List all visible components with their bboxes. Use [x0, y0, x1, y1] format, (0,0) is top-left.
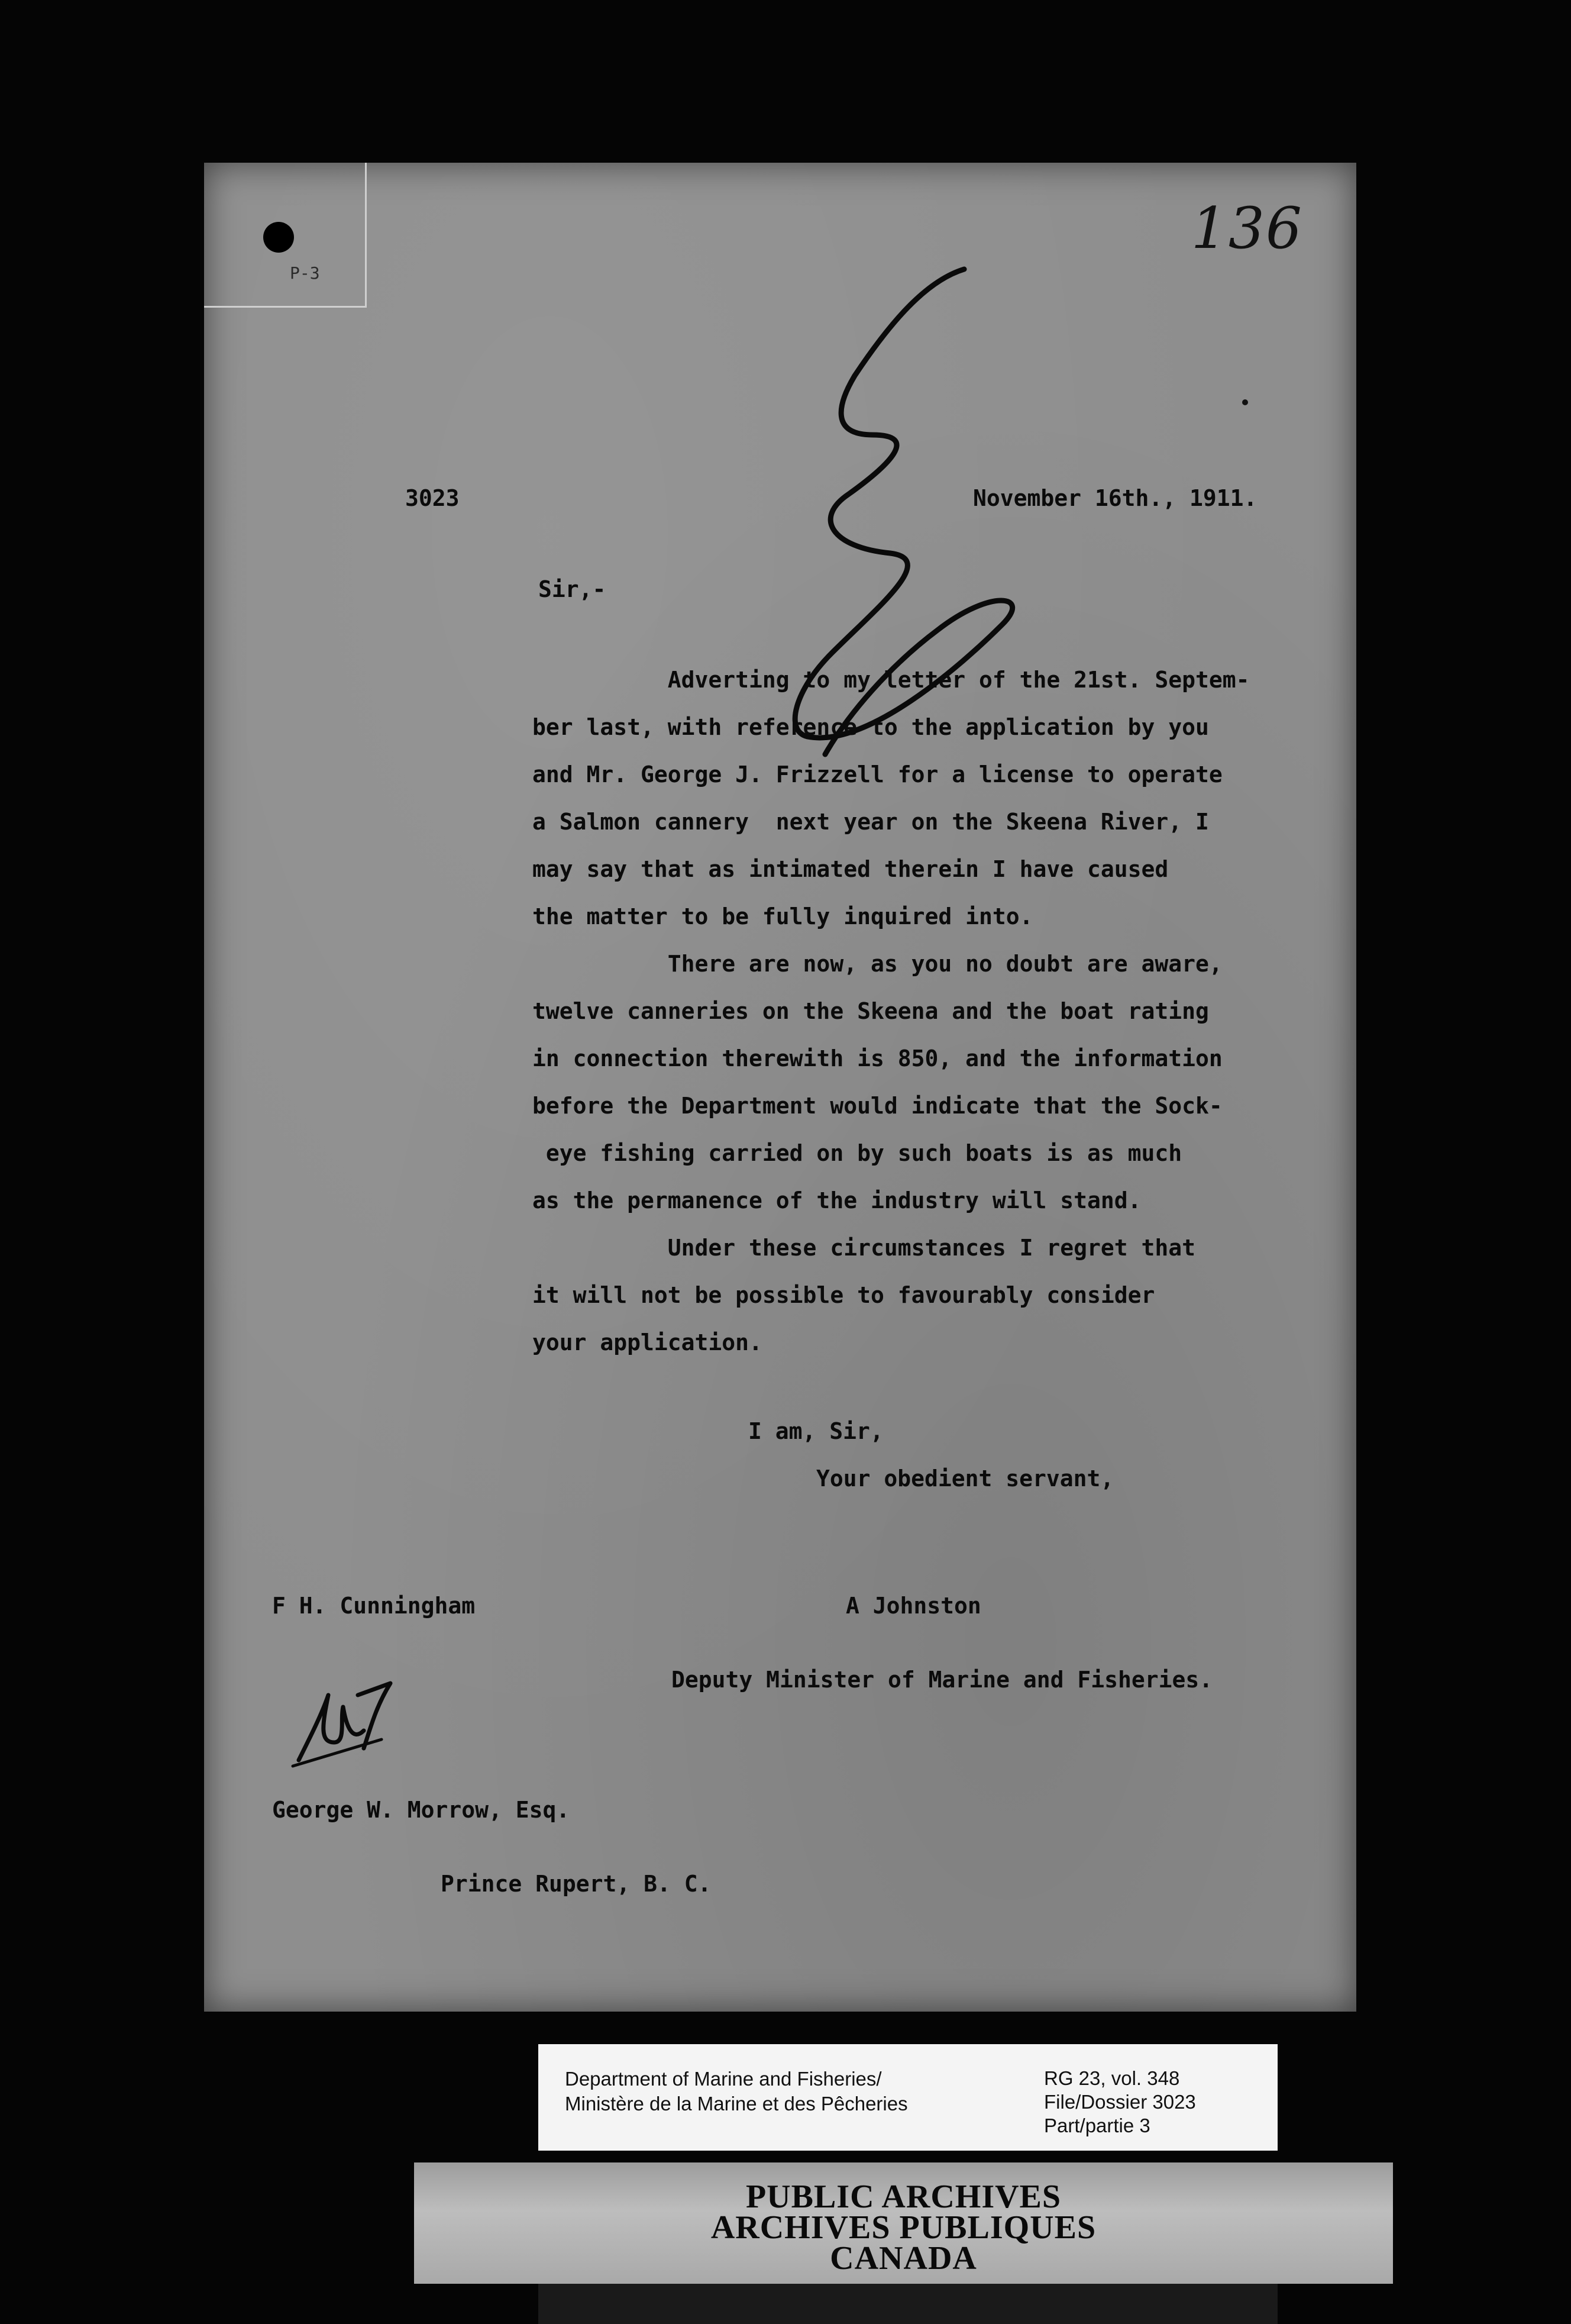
stamp-line: PUBLIC ARCHIVES [745, 2178, 1062, 2215]
body-line: your application. [532, 1329, 762, 1355]
body-line: There are now, as you no doubt are aware, [532, 951, 1223, 977]
punch-hole [263, 222, 294, 253]
stamp-line: CANADA [830, 2240, 977, 2277]
signer-title: Deputy Minister of Marine and Fisheries. [671, 1667, 1213, 1693]
department-fr: Ministère de la Marine et des Pêcheries [565, 2093, 908, 2115]
handwritten-initials [287, 1671, 393, 1772]
salutation: Sir,- [538, 576, 606, 602]
body-line: as the permanence of the industry will stand. [532, 1187, 1142, 1213]
recipient-name: George W. Morrow, Esq. [272, 1797, 570, 1823]
letter-date: November 16th., 1911. [973, 485, 1258, 511]
closing-line: Your obedient servant, [816, 1466, 1114, 1492]
body-line: in connection therewith is 850, and the information [532, 1045, 1223, 1071]
body-line: ber last, with reference to the application by you [532, 714, 1209, 740]
film-edge [538, 2284, 1278, 2324]
record-group: RG 23, vol. 348 [1044, 2067, 1180, 2089]
body-line: Under these circumstances I regret that [532, 1235, 1196, 1261]
archive-label [538, 2044, 1278, 2151]
body-line: may say that as intimated therein I have caused [532, 856, 1169, 882]
body-line: eye fishing carried on by such boats is as much [532, 1140, 1182, 1166]
body-line: before the Department would indicate that the Sock- [532, 1093, 1223, 1119]
body-line: the matter to be fully inquired into. [532, 903, 1033, 929]
department-en: Department of Marine and Fisheries/ [565, 2068, 882, 2090]
body-line: it will not be possible to favourably consider [532, 1282, 1155, 1308]
file-number: 3023 [405, 485, 460, 511]
file-reference: File/Dossier 3023 [1044, 2091, 1196, 2113]
body-line: and Mr. George J. Frizzell for a license to operate [532, 761, 1223, 787]
recipient-location: Prince Rupert, B. C. [441, 1871, 712, 1897]
page-number: 136 [1191, 195, 1303, 262]
signature-name: A Johnston [846, 1593, 981, 1619]
body-line: Adverting to my letter of the 21st. Septem- [532, 667, 1250, 693]
ink-dot [1242, 399, 1248, 405]
body-line: a Salmon cannery next year on the Skeena River, I [532, 809, 1209, 835]
stamp-line: ARCHIVES PUBLIQUES [710, 2209, 1097, 2246]
label-department [565, 2067, 908, 2116]
archives-stamp [414, 2162, 1393, 2284]
corner-mark: P-3 [290, 263, 320, 283]
letter-sheet [204, 163, 1356, 2012]
typist-initials: F H. Cunningham [272, 1593, 476, 1619]
body-line: twelve canneries on the Skeena and the boat rating [532, 998, 1209, 1024]
part-reference: Part/partie 3 [1044, 2115, 1150, 2136]
label-reference [1044, 2067, 1196, 2138]
closing-line: I am, Sir, [748, 1418, 884, 1444]
